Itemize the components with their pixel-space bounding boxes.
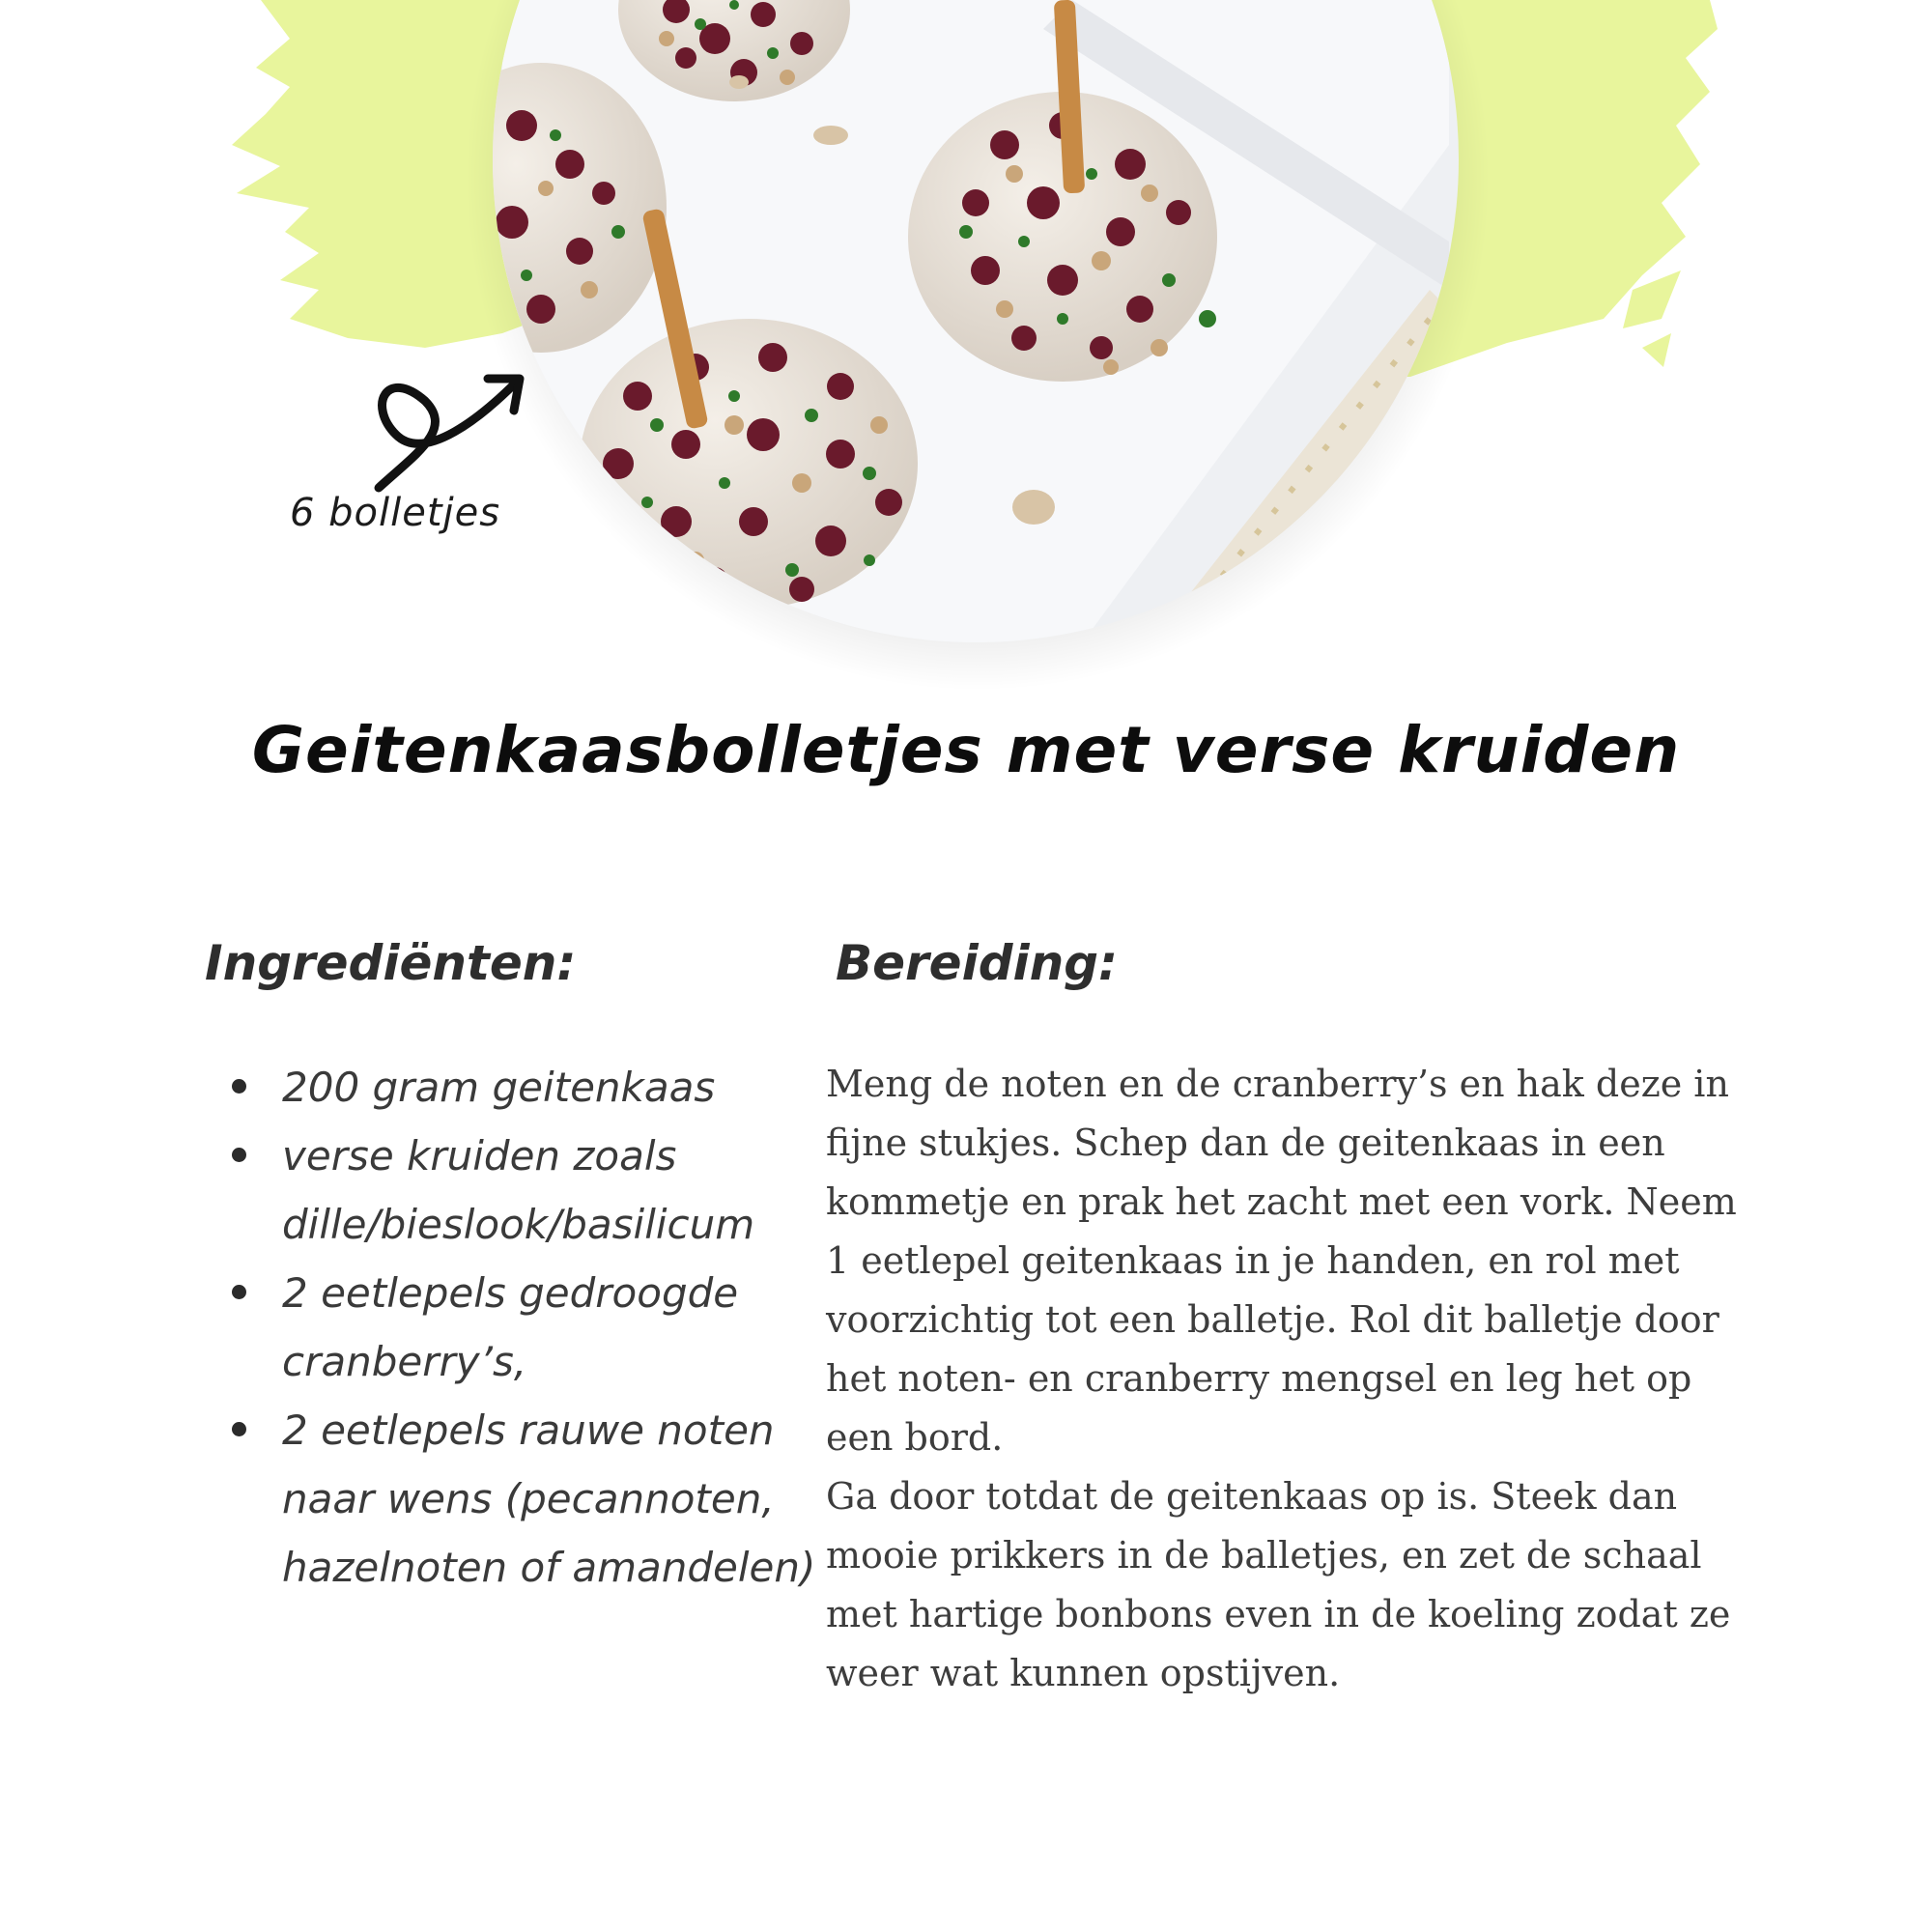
ingredient-item [282, 1396, 823, 1602]
serving-count: 6 bolletjes [290, 491, 501, 535]
recipe-title: Geitenkaasbolletjes met verse kruiden [251, 713, 1681, 787]
ingredient-text: 200 gram geitenkaas [282, 1064, 716, 1111]
ingredients-heading: Ingrediënten: [205, 935, 577, 991]
ingredient-item [282, 1259, 823, 1396]
ingredient-text: 2 eetlepels rauwe noten naar wens (pecannoten, hazelnoten of amandelen) [282, 1406, 816, 1591]
hero-illustration [0, 0, 1932, 696]
bullet-icon [232, 1422, 246, 1436]
goat-cheese-balls-photo [415, 0, 1468, 696]
preparation-text: Meng de noten en de cranberry’s en hak deze in fijne stukjes. Schep dan de geitenkaas in een kommetje en prak het zacht met een vork. Neem 1 eetlepel geitenkaas in je handen, en rol met voorzichtig tot een balletje. Rol dit balletje door het noten- en cranberry mengsel en leg het op een bord. Ga door totdat de geitenkaas op is. Steek dan mooie prikkers in de balletjes, en zet de schaal met hartige bonbons even in de koeling zodat ze weer wat kunnen opstijven. [826, 1063, 1737, 1694]
curly-arrow-icon [379, 379, 520, 488]
hero-section [0, 0, 1932, 696]
preparation-heading: Bereiding: [836, 935, 1119, 991]
bullet-icon [232, 1079, 246, 1094]
ingredient-text: verse kruiden zoals dille/bieslook/basilicum [282, 1132, 755, 1248]
ingredient-item [282, 1122, 823, 1259]
bullet-icon [232, 1285, 246, 1299]
ingredient-text: 2 eetlepels gedroogde cranberry’s, [282, 1269, 739, 1385]
ingredients-list [232, 1053, 823, 1602]
bullet-icon [232, 1148, 246, 1162]
ingredient-item [282, 1053, 823, 1122]
